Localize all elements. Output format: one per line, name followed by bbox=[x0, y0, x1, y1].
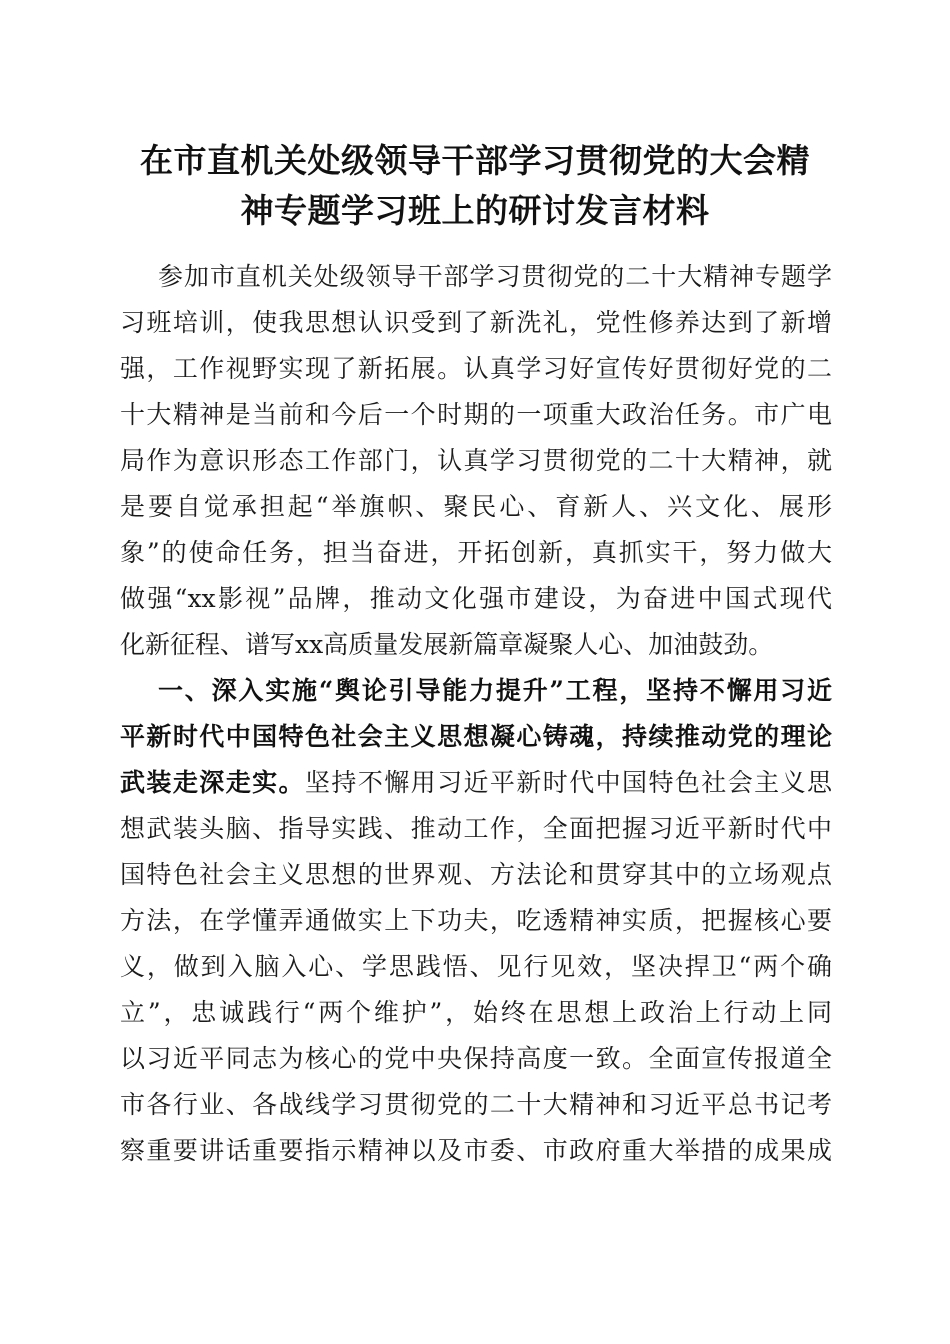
paragraph-line: 察重要讲话重要指示精神以及市委、市政府重大举措的成果成 bbox=[120, 1136, 832, 1165]
paragraph-text: 坚持不懈用习近平新时代中国特色社会主义思 bbox=[304, 768, 832, 797]
paragraph-line: 习班培训，使我思想认识受到了新洗礼，党性修养达到了新增 bbox=[120, 308, 832, 337]
paragraph-line: 是要自觉承担起“举旗帜、聚民心、育新人、兴文化、展形 bbox=[120, 492, 832, 521]
mixed-line bbox=[120, 760, 832, 806]
paragraph-line: 局作为意识形态工作部门，认真学习贯彻党的二十大精神，就 bbox=[120, 446, 832, 475]
paragraph-line: 做强“xx影视”品牌，推动文化强市建设，为奋进中国式现代 bbox=[120, 584, 832, 613]
document-body bbox=[120, 254, 832, 1174]
paragraph-line: 立”，忠诚践行“两个维护”，始终在思想上政治上行动上同 bbox=[120, 998, 832, 1027]
paragraph-line: 国特色社会主义思想的世界观、方法论和贯穿其中的立场观点 bbox=[120, 860, 832, 889]
paragraph-line: 十大精神是当前和今后一个时期的一项重大政治任务。市广电 bbox=[120, 400, 832, 429]
section-heading-end: 武装走深走实。 bbox=[120, 768, 305, 797]
paragraph-line: 强，工作视野实现了新拓展。认真学习好宣传好贯彻好党的二 bbox=[120, 354, 832, 383]
paragraph-line: 以习近平同志为核心的党中央保持高度一致。全面宣传报道全 bbox=[120, 1044, 832, 1073]
section-heading-line: 平新时代中国特色社会主义思想凝心铸魂，持续推动党的理论 bbox=[120, 722, 832, 751]
paragraph-line: 象”的使命任务，担当奋进，开拓创新，真抓实干，努力做大 bbox=[120, 538, 832, 567]
title-line: 在市直机关处级领导干部学习贯彻党的大会精 bbox=[140, 141, 810, 180]
section-heading-line: 一、深入实施“舆论引导能力提升”工程，坚持不懈用习近 bbox=[158, 676, 832, 705]
title-line: 神专题学习班上的研讨发言材料 bbox=[240, 191, 710, 230]
paragraph-line: 方法，在学懂弄通做实上下功夫，吃透精神实质，把握核心要 bbox=[120, 906, 832, 935]
document-title bbox=[100, 136, 850, 236]
paragraph-line: 市各行业、各战线学习贯彻党的二十大精神和习近平总书记考 bbox=[120, 1090, 832, 1119]
paragraph-line: 想武装头脑、指导实践、推动工作，全面把握习近平新时代中 bbox=[120, 814, 832, 843]
paragraph-line: 参加市直机关处级领导干部学习贯彻党的二十大精神专题学 bbox=[158, 262, 832, 291]
paragraph-line: 义，做到入脑入心、学思践悟、见行见效，坚决捍卫“两个确 bbox=[120, 952, 832, 981]
paragraph-line: 化新征程、谱写xx高质量发展新篇章凝聚人心、加油鼓劲。 bbox=[120, 630, 774, 659]
